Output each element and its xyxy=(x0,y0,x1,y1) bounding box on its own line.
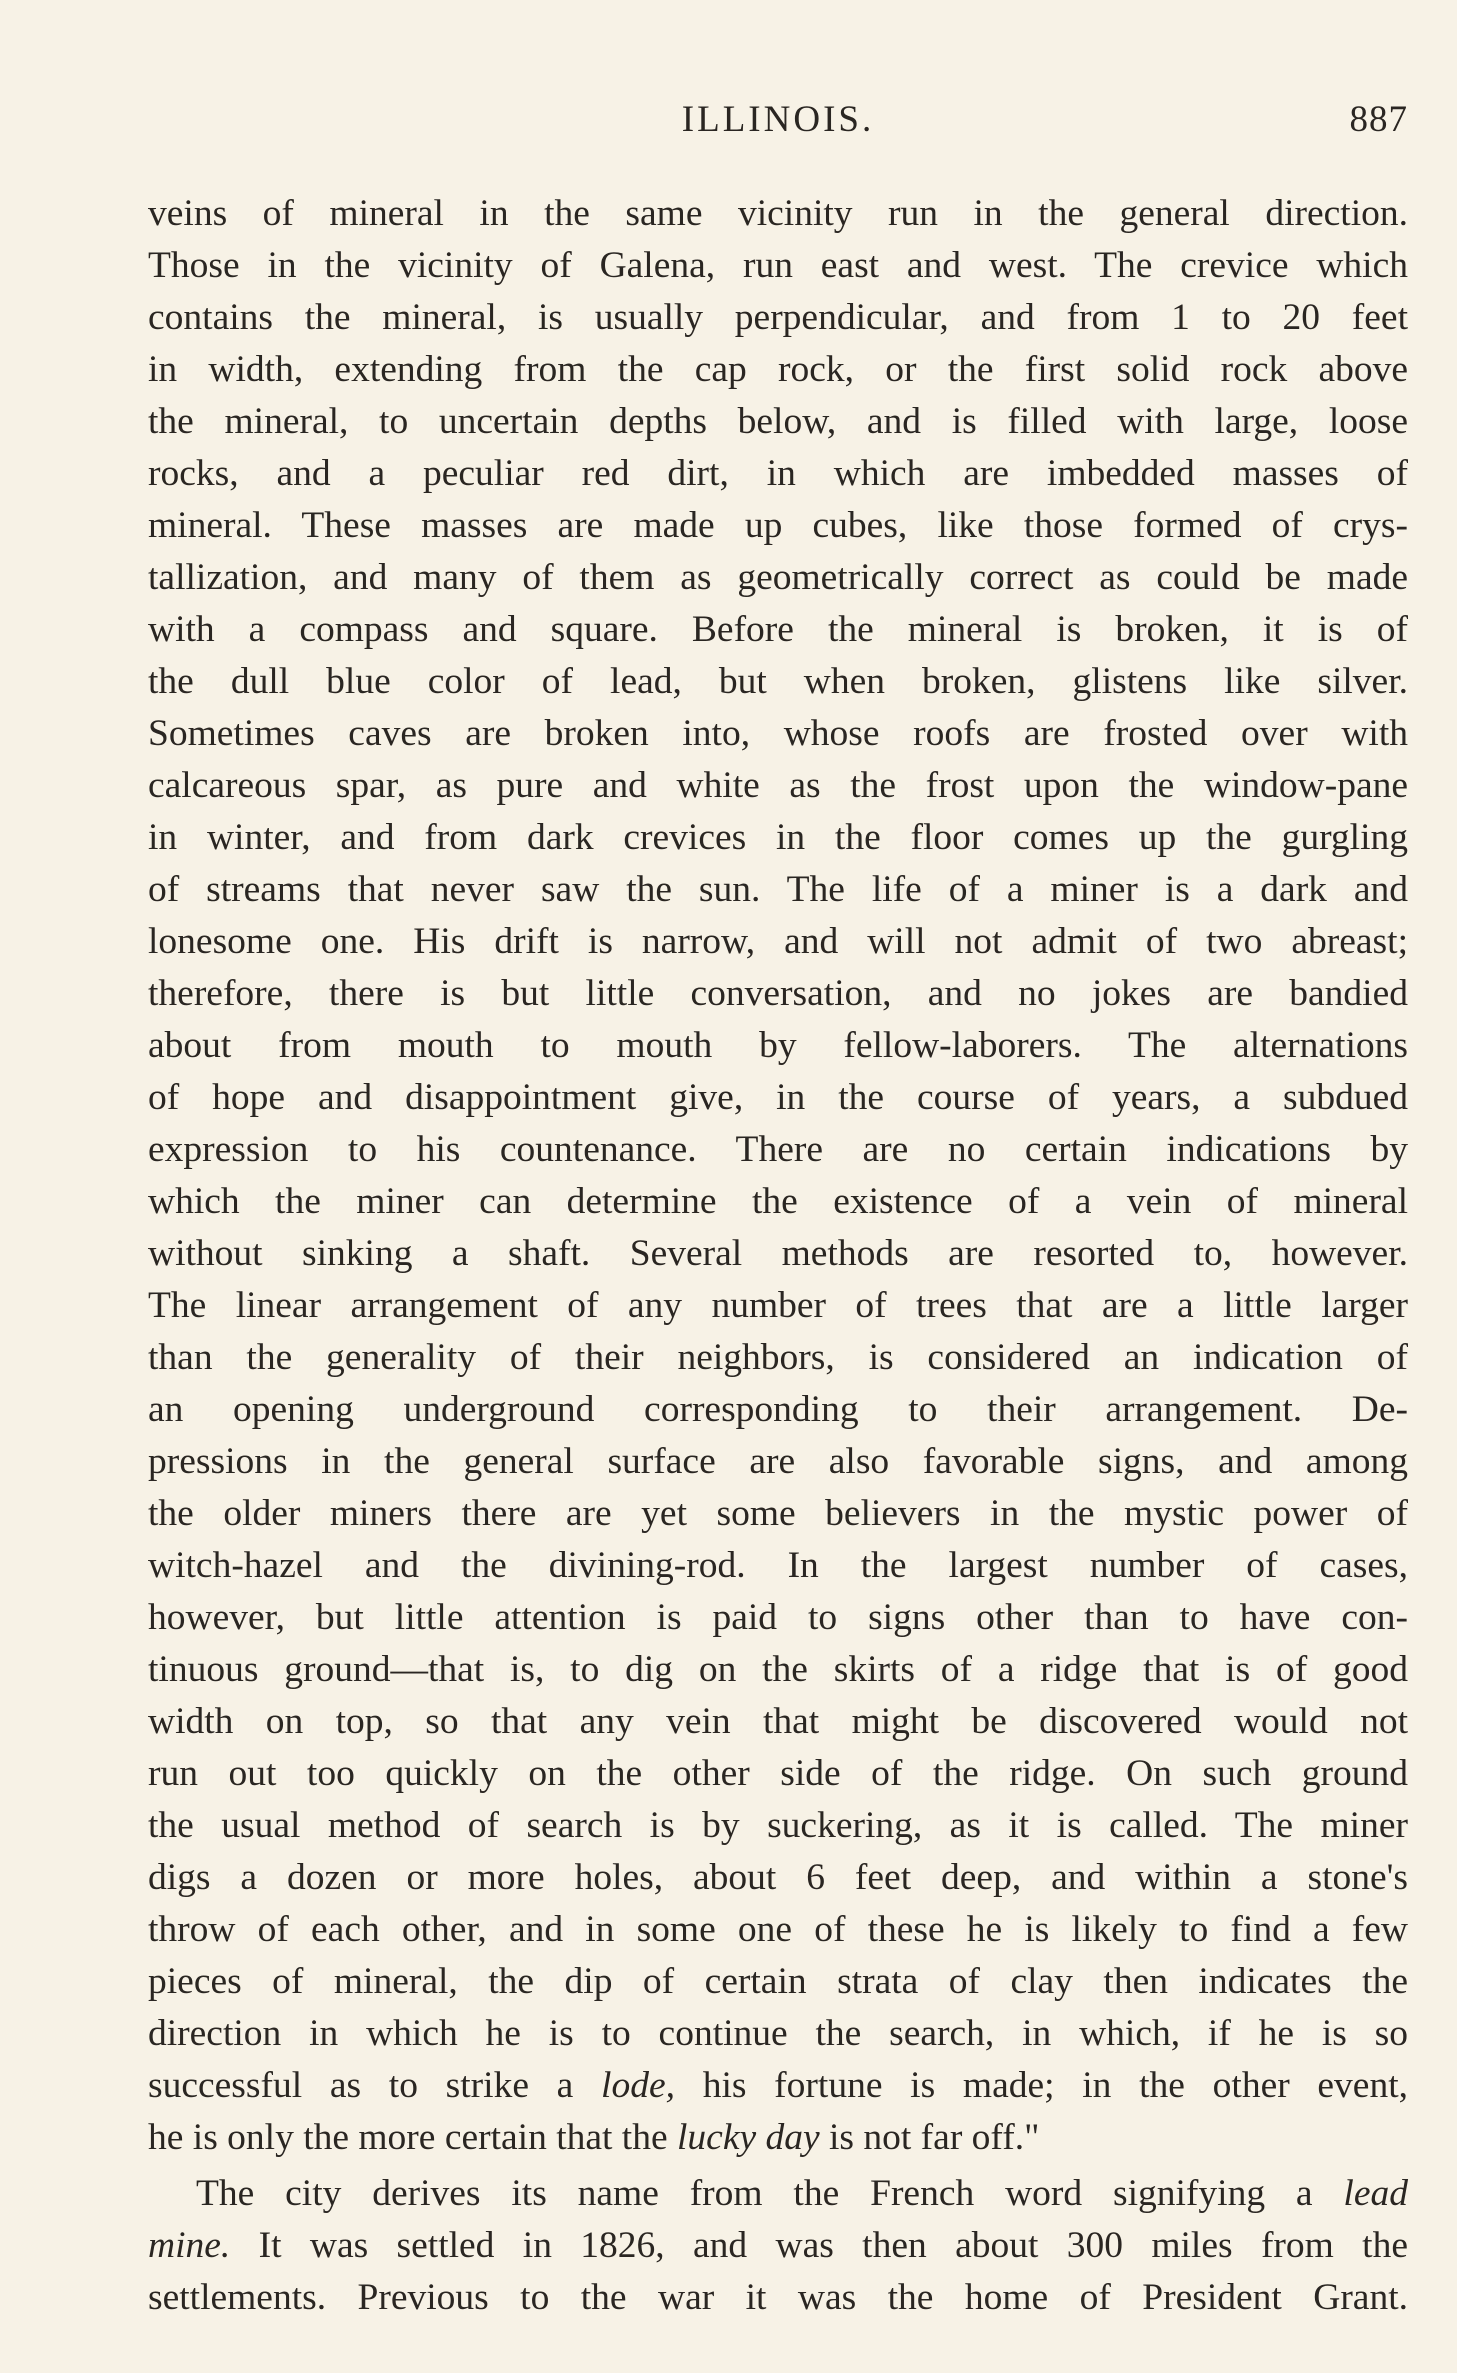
text-run: It was settled in 1826, and was then about 300 miles from the xyxy=(230,2225,1408,2266)
body-text xyxy=(148,188,1408,2324)
italic-text: mine. xyxy=(148,2225,231,2266)
text-line: settlements. Previous to the war it was the home of President Grant. xyxy=(148,2277,1408,2318)
text-line: Those in the vicinity of Galena, run east and west. The crevice which xyxy=(148,245,1408,286)
text-line: run out too quickly on the other side of the ridge. On such ground xyxy=(148,1753,1408,1794)
text-line: veins of mineral in the same vicinity run in the general direction. xyxy=(148,193,1408,234)
text-line: in width, extending from the cap rock, or the first solid rock above xyxy=(148,349,1408,390)
text-line: the dull blue color of lead, but when broken, glistens like silver. xyxy=(148,661,1408,702)
text-line: throw of each other, and in some one of these he is likely to find a few xyxy=(148,1909,1408,1950)
text-line xyxy=(148,2112,1408,2164)
text-line: mineral. These masses are made up cubes, like those formed of crys- xyxy=(148,505,1408,546)
running-head: ILLINOIS. xyxy=(681,99,875,140)
text-line: than the generality of their neighbors, is considered an indication of xyxy=(148,1337,1408,1378)
text-line: The linear arrangement of any number of trees that are a little larger xyxy=(148,1285,1408,1326)
page-header xyxy=(148,98,1408,154)
text-line: the usual method of search is by suckering, as it is called. The miner xyxy=(148,1805,1408,1846)
text-line: contains the mineral, is usually perpendicular, and from 1 to 20 feet xyxy=(148,297,1408,338)
text-line: pressions in the general surface are also favorable signs, and among xyxy=(148,1441,1408,1482)
text-line: in winter, and from dark crevices in the floor comes up the gurgling xyxy=(148,817,1408,858)
italic-text: lucky day xyxy=(677,2117,820,2158)
page-number: 887 xyxy=(1349,99,1408,140)
text-line: without sinking a shaft. Several methods are resorted to, however. xyxy=(148,1233,1408,1274)
text-line: the mineral, to uncertain depths below, and is filled with large, loose xyxy=(148,401,1408,442)
text-line: witch-hazel and the divining-rod. In the largest number of cases, xyxy=(148,1545,1408,1586)
text-line: about from mouth to mouth by fellow-laborers. The alternations xyxy=(148,1025,1408,1066)
text-run: he is only the more certain that the xyxy=(148,2117,677,2158)
text-line xyxy=(148,2220,1408,2272)
text-line: rocks, and a peculiar red dirt, in which are imbedded masses of xyxy=(148,453,1408,494)
text-line: tinuous ground—that is, to dig on the skirts of a ridge that is of good xyxy=(148,1649,1408,1690)
text-line: the older miners there are yet some believers in the mystic power of xyxy=(148,1493,1408,1534)
text-line: an opening underground corresponding to their arrangement. De- xyxy=(148,1389,1408,1430)
text-line xyxy=(148,2168,1408,2220)
text-line: width on top, so that any vein that might be discovered would not xyxy=(148,1701,1408,1742)
text-line: therefore, there is but little conversation, and no jokes are bandied xyxy=(148,973,1408,1014)
text-run: his fortune is made; in the other event, xyxy=(675,2065,1408,2106)
text-line: digs a dozen or more holes, about 6 feet deep, and within a stone's xyxy=(148,1857,1408,1898)
text-run: is not far off." xyxy=(819,2117,1040,2158)
text-line: pieces of mineral, the dip of certain strata of clay then indicates the xyxy=(148,1961,1408,2002)
text-run: successful as to strike a xyxy=(148,2065,602,2106)
text-line: calcareous spar, as pure and white as the frost upon the window-pane xyxy=(148,765,1408,806)
text-line: expression to his countenance. There are no certain indications by xyxy=(148,1129,1408,1170)
text-line: with a compass and square. Before the mineral is broken, it is of xyxy=(148,609,1408,650)
italic-text: lode, xyxy=(601,2065,675,2106)
italic-text: lead xyxy=(1343,2173,1408,2214)
text-line: tallization, and many of them as geometrically correct as could be made xyxy=(148,557,1408,598)
text-line: however, but little attention is paid to signs other than to have con- xyxy=(148,1597,1408,1638)
text-line: Sometimes caves are broken into, whose roofs are frosted over with xyxy=(148,713,1408,754)
text-line: direction in which he is to continue the search, in which, if he is so xyxy=(148,2013,1408,2054)
text-line xyxy=(148,2060,1408,2112)
text-run: The city derives its name from the French word signifying a xyxy=(196,2173,1344,2214)
text-line: of streams that never saw the sun. The life of a miner is a dark and xyxy=(148,869,1408,910)
text-line: of hope and disappointment give, in the course of years, a subdued xyxy=(148,1077,1408,1118)
text-line: lonesome one. His drift is narrow, and will not admit of two abreast; xyxy=(148,921,1408,962)
text-line: which the miner can determine the existence of a vein of mineral xyxy=(148,1181,1408,1222)
